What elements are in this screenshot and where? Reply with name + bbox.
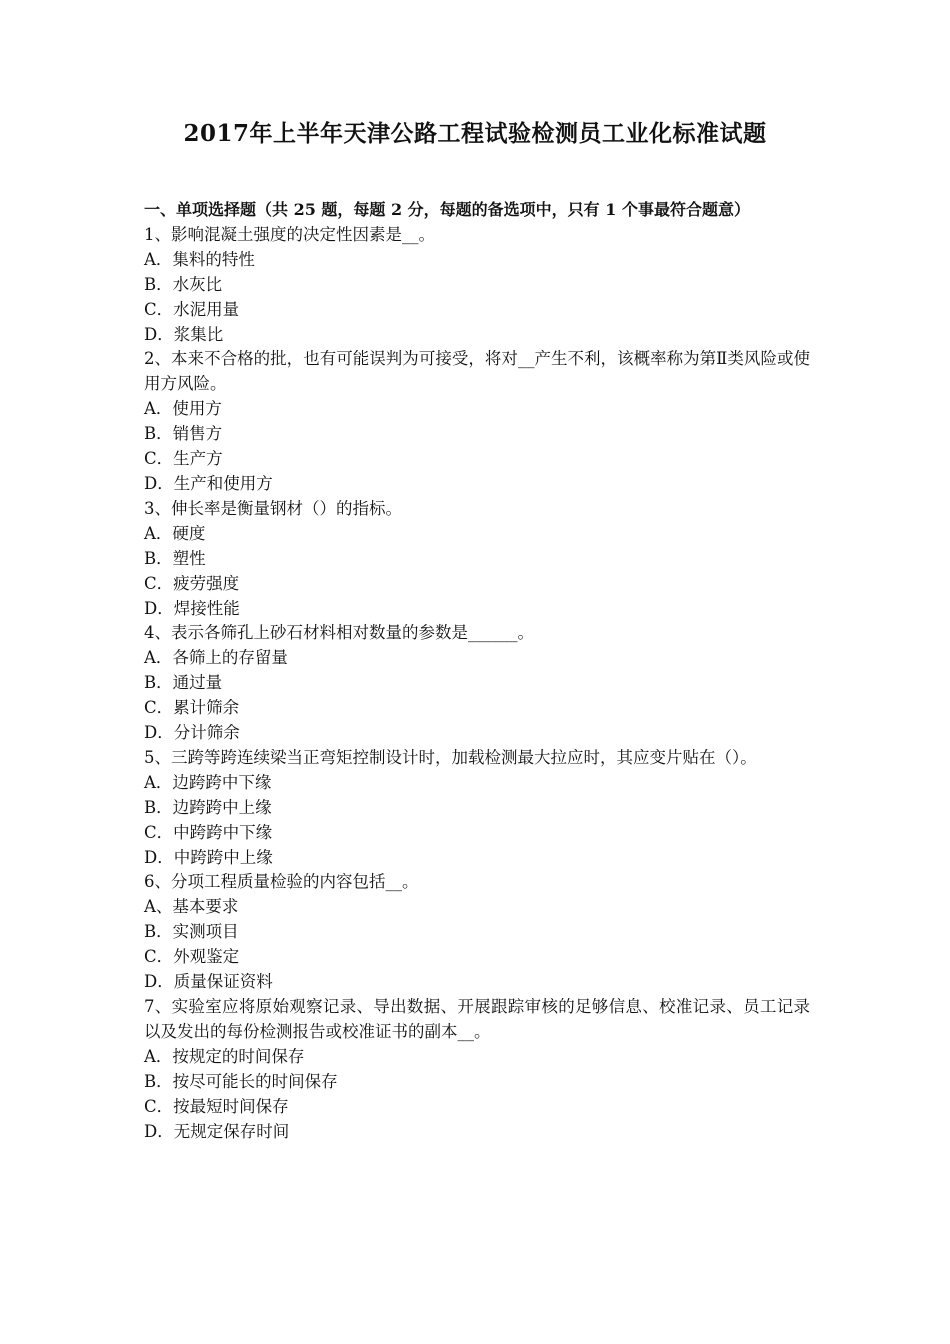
question-text: 7、实验室应将原始观察记录、导出数据、开展跟踪审核的足够信息、校准记录、员工记录以及发出的每份检测报告或校准证书的副本__。 xyxy=(144,997,810,1041)
question-3 xyxy=(144,497,810,622)
option-d: D．分计筛余 xyxy=(144,723,240,743)
question-5 xyxy=(144,746,810,871)
option-d: D．质量保证资料 xyxy=(144,972,273,992)
question-text: 1、影响混凝土强度的决定性因素是__。 xyxy=(144,224,435,244)
question-text: 6、分项工程质量检验的内容包括__。 xyxy=(144,872,419,892)
option-b: B．实测项目 xyxy=(144,922,239,942)
option-a: A．按规定的时间保存 xyxy=(144,1046,305,1066)
question-text: 5、三跨等跨连续梁当正弯矩控制设计时，加载检测最大拉应时，其应变片贴在（）。 xyxy=(144,747,757,767)
question-4 xyxy=(144,621,810,746)
question-text: 3、伸长率是衡量钢材（）的指标。 xyxy=(144,498,402,518)
option-d: D．无规定保存时间 xyxy=(144,1121,290,1141)
question-list xyxy=(144,198,810,1144)
question-6 xyxy=(144,870,810,995)
option-b: B．销售方 xyxy=(144,424,223,444)
option-a: A、基本要求 xyxy=(144,897,239,917)
option-a: A．边跨跨中下缘 xyxy=(144,772,272,792)
option-b: B．边跨跨中上缘 xyxy=(144,797,272,817)
option-c: C．生产方 xyxy=(144,449,223,469)
option-d: D．中跨跨中上缘 xyxy=(144,847,273,867)
option-c: C．按最短时间保存 xyxy=(144,1096,289,1116)
option-a: A．硬度 xyxy=(144,523,206,543)
question-2 xyxy=(144,347,810,496)
option-c: C．外观鉴定 xyxy=(144,947,240,967)
option-a: A．各筛上的存留量 xyxy=(144,648,288,668)
option-c: C．累计筛余 xyxy=(144,698,240,718)
option-b: B．通过量 xyxy=(144,673,223,693)
option-a: A．集料的特性 xyxy=(144,249,255,269)
option-c: C．疲劳强度 xyxy=(144,573,240,593)
question-7 xyxy=(144,995,810,1144)
option-a: A．使用方 xyxy=(144,399,222,419)
section-heading: 一、单项选择题（共 25 题，每题 2 分，每题的备选项中，只有 1 个事最符合题意） xyxy=(144,200,750,219)
option-c: C．中跨跨中下缘 xyxy=(144,822,273,842)
question-text: 4、表示各筛孔上砂石材料相对数量的参数是______。 xyxy=(144,623,534,643)
option-b: B．水灰比 xyxy=(144,274,223,294)
option-d: D．生产和使用方 xyxy=(144,473,273,493)
option-c: C．水泥用量 xyxy=(144,299,240,319)
option-d: D．浆集比 xyxy=(144,324,224,344)
option-b: B．按尽可能长的时间保存 xyxy=(144,1071,338,1091)
question-1 xyxy=(144,223,810,348)
option-d: D．焊接性能 xyxy=(144,598,240,618)
document-title: 2017年上半年天津公路工程试验检测员工业化标准试题 xyxy=(183,120,767,147)
option-b: B．塑性 xyxy=(144,548,206,568)
question-text: 2、本来不合格的批，也有可能误判为可接受，将对__产生不利，该概率称为第Ⅱ类风险或使用方风险。 xyxy=(144,349,810,394)
